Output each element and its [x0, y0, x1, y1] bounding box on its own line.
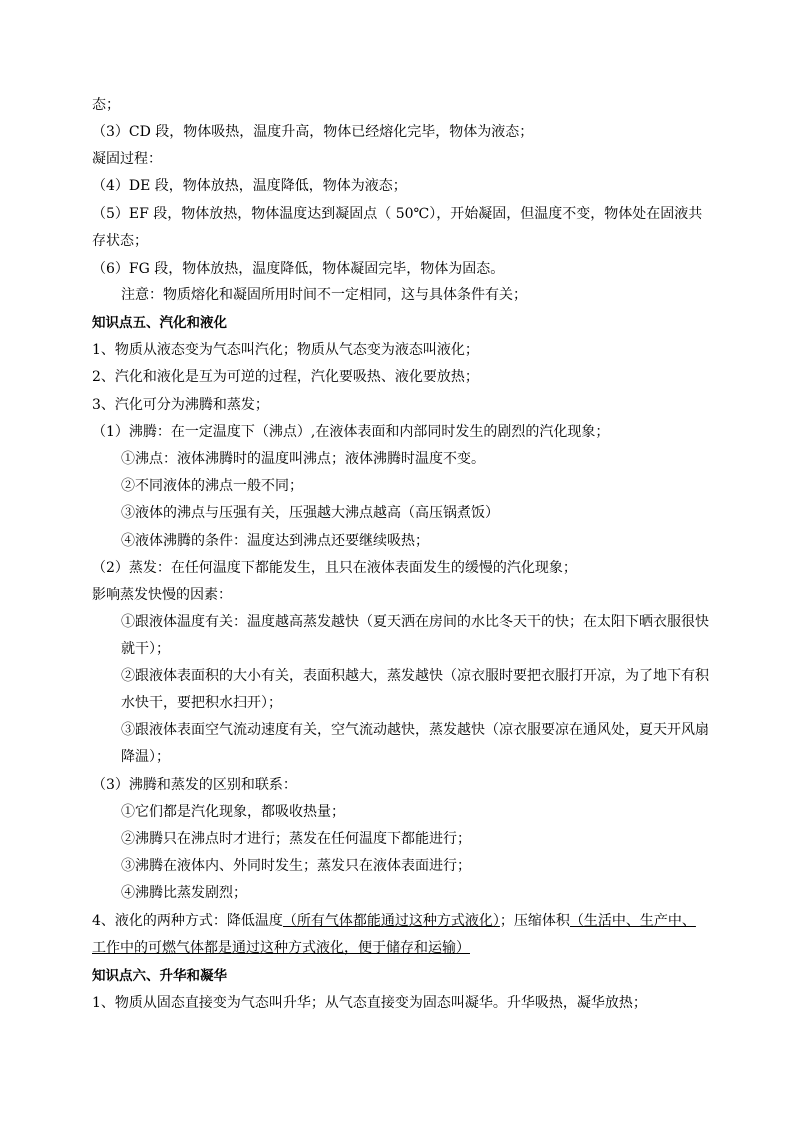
- list-item: ④液体沸腾的条件：温度达到沸点还要继续吸热；: [121, 533, 429, 549]
- section-heading: 知识点六、升华和凝华: [92, 968, 227, 984]
- section-heading: 知识点五、汽化和液化: [92, 315, 227, 331]
- text-line: 存状态；: [92, 233, 148, 249]
- underlined-segment: （生活中、生产中、: [569, 913, 696, 929]
- text-segment: 4、液化的两种方式：降低温度: [92, 913, 283, 929]
- text-line: 1、物质从液态变为气态叫汽化；物质从气态变为液态叫液化；: [92, 342, 479, 358]
- text-line: （6）FG 段，物体放热，温度降低，物体凝固完毕，物体为固态。: [92, 261, 505, 277]
- text-segment: ；压缩体积: [499, 913, 570, 929]
- underlined-segment: （所有气体都能通过这种方式液化）: [282, 913, 500, 929]
- list-item: ③沸腾在液体内、外同时发生；蒸发只在液体表面进行；: [121, 858, 471, 874]
- list-item: ①它们都是汽化现象，都吸收热量；: [121, 804, 345, 820]
- text-line: [92, 912, 696, 930]
- text-line: （5）EF 段，物体放热，物体温度达到凝固点（ 50℃），开始凝固，但温度不变，物体处在固液共: [92, 206, 703, 222]
- list-item: ①沸点：液体沸腾时的温度叫沸点；液体沸腾时温度不变。: [121, 451, 485, 467]
- text-line: （4）DE 段，物体放热，温度降低，物体为液态；: [92, 178, 407, 194]
- text-line: 2、汽化和液化是互为可逆的过程，汽化要吸热、液化要放热；: [92, 369, 479, 385]
- list-item-continued: 水快干，要把积水扫开）；: [121, 695, 282, 711]
- note-line: 注意：物质熔化和凝固所用时间不一定相同，这与具体条件有关；: [121, 287, 527, 303]
- text-line: （2）蒸发：在任何温度下都能发生，且只在液体表面发生的缓慢的汽化现象；: [92, 560, 577, 576]
- list-item: ②不同液体的沸点一般不同；: [121, 478, 303, 494]
- list-item-continued: 就干）；: [121, 641, 170, 657]
- list-item: ④沸腾比蒸发剧烈；: [121, 885, 247, 901]
- text-line: 凝固过程：: [92, 151, 162, 167]
- list-item-continued: 降温）；: [121, 749, 170, 765]
- text-line: 态；: [92, 97, 120, 113]
- text-line: （1）沸腾：在一定温度下（沸点）,在液体表面和内部同时发生的剧烈的汽化现象；: [92, 424, 610, 440]
- list-item: ②沸腾只在沸点时才进行；蒸发在任何温度下都能进行；: [121, 831, 471, 847]
- text-line: 1、物质从固态直接变为气态叫升华；从气态直接变为固态叫凝华。升华吸热，凝华放热；: [92, 995, 647, 1011]
- underlined-line: 工作中的可燃气体都是通过这种方式液化，便于储存和运输）: [92, 940, 470, 956]
- text-line: 3、汽化可分为沸腾和蒸发；: [92, 397, 269, 413]
- text-line: （3）CD 段，物体吸热，温度升高，物体已经熔化完毕，物体为液态；: [92, 124, 534, 140]
- list-item: ②跟液体表面积的大小有关，表面积越大，蒸发越快（凉衣服时要把衣服打开凉，为了地下有积: [121, 668, 709, 684]
- list-item: ③液体的沸点与压强有关，压强越大沸点越高（高压锅煮饭）: [121, 505, 499, 521]
- list-item: ①跟液体温度有关：温度越高蒸发越快（夏天洒在房间的水比冬天干的快；在太阳下晒衣服很快: [121, 614, 709, 630]
- text-line: 影响蒸发快慢的因素：: [92, 587, 232, 603]
- text-line: （3）沸腾和蒸发的区别和联系：: [92, 777, 297, 793]
- list-item: ③跟液体表面空气流动速度有关，空气流动越快，蒸发越快（凉衣服要凉在通风处，夏天开风扇: [121, 722, 709, 738]
